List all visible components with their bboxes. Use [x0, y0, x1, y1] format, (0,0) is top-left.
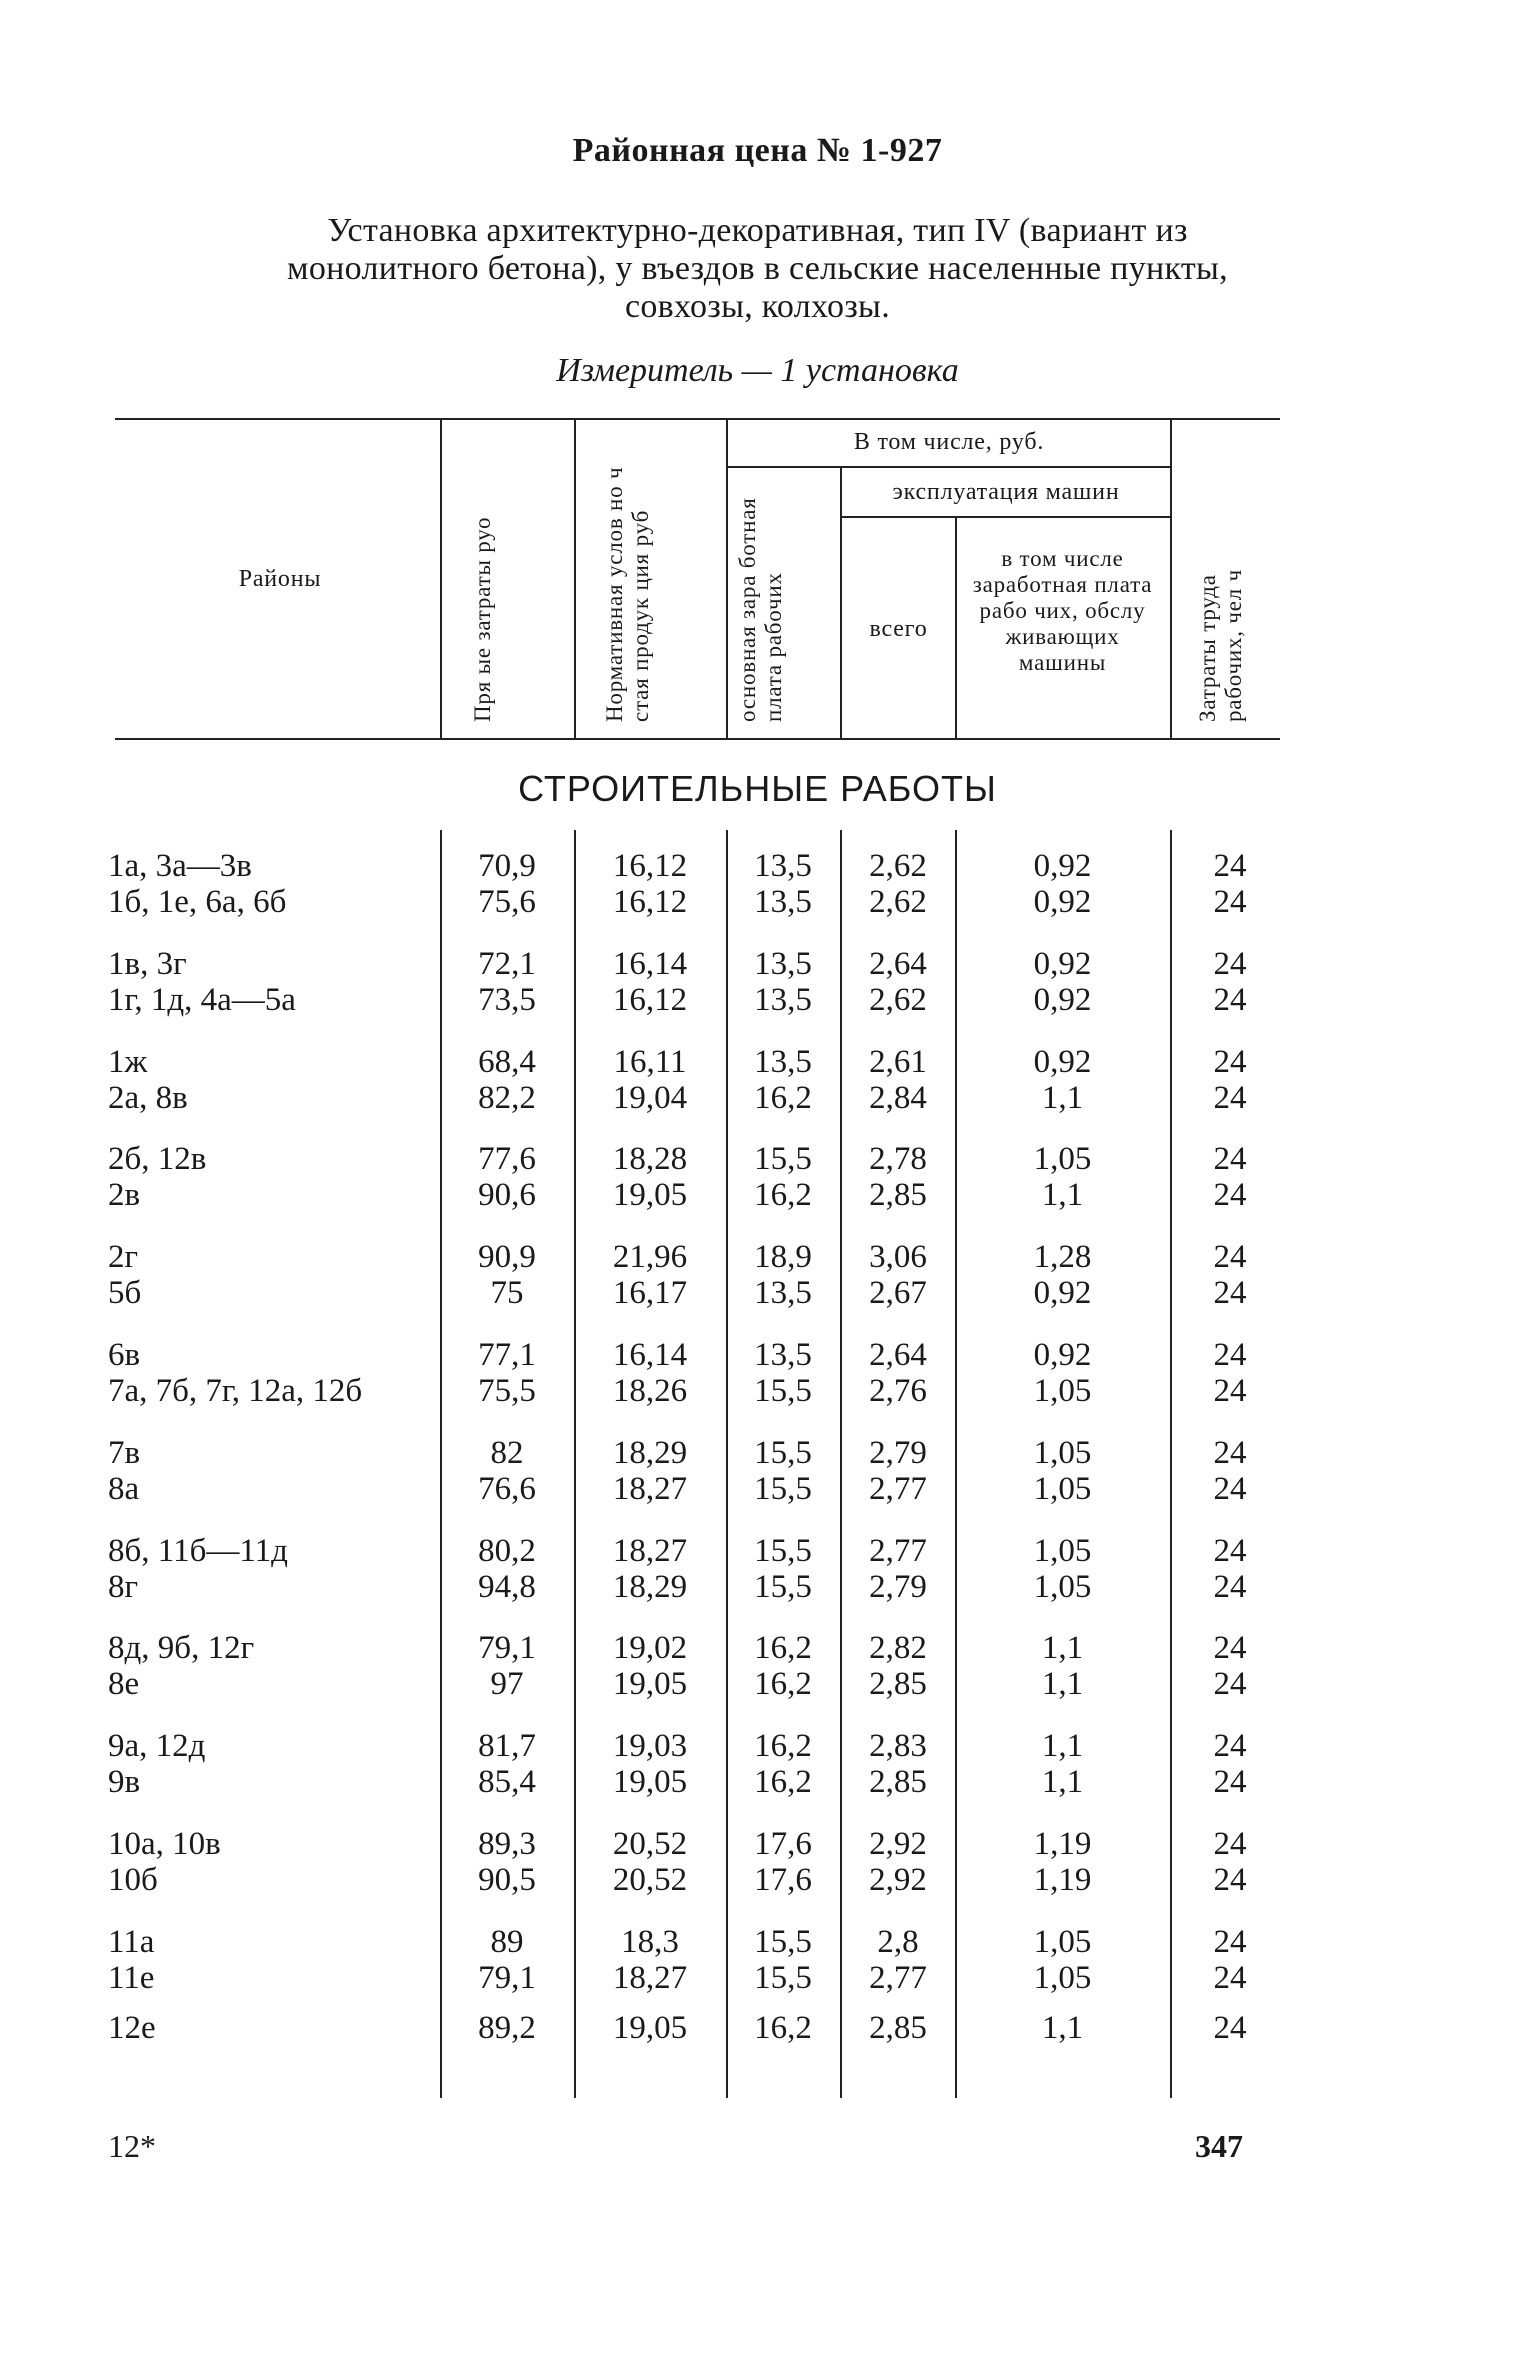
base-wage-cell: 15,5 — [754, 1923, 812, 1960]
direct-cell: 89,2 — [478, 2010, 536, 2046]
including-rule — [728, 466, 1170, 468]
direct-cell: 90,5 — [478, 1862, 536, 1898]
description-line-1: Установка архитектурно-декоративная, тип IV (вариант из — [327, 212, 1188, 249]
direct-cell: 79,1 — [478, 1630, 536, 1667]
normative-cell: 19,03 — [612, 1728, 688, 1765]
total-cell: 2,79 — [869, 1434, 927, 1471]
machine-wage-cell: 1,28 — [1033, 1239, 1092, 1276]
direct-cell: 94,8 — [478, 1568, 536, 1605]
labor-cell: 24 — [1213, 1434, 1247, 1471]
col-divider-4 — [840, 468, 842, 738]
machine-wage-cell: 1,1 — [1041, 2010, 1084, 2046]
machine-wage-cell: 1,1 — [1041, 1666, 1084, 1703]
base-wage-cell: 17,6 — [754, 1862, 812, 1898]
measure-unit: Измеритель — 1 установка — [556, 352, 959, 389]
region-cell: 11е — [108, 1959, 155, 1996]
normative-cell: 16,17 — [612, 1275, 688, 1312]
region-cell: 8б, 11б—11д — [108, 1532, 288, 1569]
header-base-wage: основная зара ботная плата рабочих — [735, 497, 786, 722]
region-cell: 2в — [108, 1177, 141, 1214]
machine-wage-cell: 0,92 — [1033, 1043, 1092, 1080]
base-wage-cell: 16,2 — [754, 2010, 812, 2046]
normative-cell: 18,26 — [612, 1373, 688, 1409]
direct-cell: 82,2 — [478, 1079, 536, 1116]
body-col-divider-3 — [726, 830, 728, 2098]
base-wage-cell: 16,2 — [754, 1630, 812, 1667]
machine-wage-cell: 0,92 — [1033, 1337, 1092, 1373]
machine-wage-cell: 1,1 — [1041, 1630, 1084, 1667]
labor-cell: 24 — [1213, 1177, 1247, 1214]
total-cell: 3,06 — [869, 1239, 927, 1276]
direct-cell: 75,5 — [478, 1373, 536, 1409]
machine-wage-cell: 0,92 — [1033, 981, 1092, 1018]
region-cell: 1б, 1е, 6а, 6б — [108, 884, 287, 920]
base-wage-cell: 16,2 — [754, 1079, 812, 1116]
base-wage-cell: 15,5 — [754, 1141, 812, 1178]
labor-cell: 24 — [1213, 2010, 1247, 2046]
total-cell: 2,77 — [869, 1532, 927, 1569]
base-wage-cell: 15,5 — [754, 1959, 812, 1996]
labor-cell: 24 — [1213, 1079, 1247, 1116]
section-title: СТРОИТЕЛЬНЫЕ РАБОТЫ — [518, 768, 997, 809]
description-line-3: совхозы, колхозы. — [624, 288, 890, 325]
total-cell: 2,77 — [869, 1959, 927, 1996]
page-number: 347 — [1195, 2128, 1243, 2164]
header-machine-wage: в том числе заработная плата рабо чих, обслу живающих машины — [972, 546, 1153, 675]
normative-cell: 20,52 — [612, 1862, 688, 1898]
region-cell: 10а, 10в — [108, 1826, 221, 1862]
total-cell: 2,92 — [869, 1862, 927, 1898]
header-normative: Нормативная услов но ч стая продук ция руб — [602, 466, 653, 722]
normative-cell: 19,04 — [612, 1079, 688, 1116]
labor-cell: 24 — [1213, 1239, 1247, 1276]
col-divider-2 — [574, 420, 576, 738]
base-wage-cell: 18,9 — [754, 1239, 812, 1276]
machine-wage-cell: 1,1 — [1041, 1177, 1084, 1214]
normative-cell: 16,12 — [612, 884, 688, 920]
region-cell: 2б, 12в — [108, 1141, 207, 1178]
direct-cell: 85,4 — [478, 1764, 536, 1801]
normative-cell: 18,3 — [621, 1923, 679, 1960]
normative-cell: 19,05 — [612, 1764, 688, 1801]
region-cell: 1а, 3а—3в — [108, 848, 252, 884]
machine-wage-cell: 0,92 — [1033, 848, 1092, 884]
direct-cell: 68,4 — [478, 1043, 536, 1080]
region-cell: 8д, 9б, 12г — [108, 1630, 255, 1667]
direct-cell: 73,5 — [478, 981, 536, 1018]
total-cell: 2,62 — [869, 981, 927, 1018]
direct-cell: 97 — [490, 1666, 524, 1703]
total-cell: 2,62 — [869, 848, 927, 884]
total-cell: 2,85 — [869, 1666, 927, 1703]
direct-cell: 80,2 — [478, 1532, 536, 1569]
base-wage-cell: 15,5 — [754, 1434, 812, 1471]
total-cell: 2,76 — [869, 1373, 927, 1409]
labor-cell: 24 — [1213, 1959, 1247, 1996]
total-cell: 2,77 — [869, 1470, 927, 1507]
base-wage-cell: 17,6 — [754, 1826, 812, 1862]
normative-cell: 18,27 — [612, 1532, 688, 1569]
total-cell: 2,85 — [869, 2010, 927, 2046]
machine-wage-cell: 1,1 — [1041, 1764, 1084, 1801]
machine-wage-cell: 1,05 — [1033, 1373, 1092, 1409]
normative-cell: 16,12 — [612, 848, 688, 884]
normative-cell: 18,28 — [612, 1141, 688, 1178]
base-wage-cell: 15,5 — [754, 1373, 812, 1409]
total-cell: 2,62 — [869, 884, 927, 920]
machine-wage-cell: 1,1 — [1041, 1079, 1084, 1116]
labor-cell: 24 — [1213, 884, 1247, 920]
direct-cell: 72,1 — [478, 945, 536, 982]
labor-cell: 24 — [1213, 1141, 1247, 1178]
machine-wage-cell: 1,05 — [1033, 1470, 1092, 1507]
total-cell: 2,79 — [869, 1568, 927, 1605]
normative-cell: 20,52 — [612, 1826, 688, 1862]
base-wage-cell: 13,5 — [754, 1043, 812, 1080]
header-including: В том числе, руб. — [853, 429, 1045, 455]
labor-cell: 24 — [1213, 1470, 1247, 1507]
labor-cell: 24 — [1213, 1532, 1247, 1569]
machine-wage-cell: 1,1 — [1041, 1728, 1084, 1765]
direct-cell: 76,6 — [478, 1470, 536, 1507]
region-cell: 8а — [108, 1470, 140, 1507]
region-cell: 6в — [108, 1337, 141, 1373]
header-total: всего — [869, 616, 928, 642]
region-cell: 8г — [108, 1568, 139, 1605]
body-col-divider-1 — [440, 830, 442, 2098]
base-wage-cell: 13,5 — [754, 848, 812, 884]
table-top-rule — [115, 418, 1280, 420]
labor-cell: 24 — [1213, 1862, 1247, 1898]
labor-cell: 24 — [1213, 1043, 1247, 1080]
total-cell: 2,82 — [869, 1630, 927, 1667]
body-col-divider-5 — [955, 830, 957, 2098]
labor-cell: 24 — [1213, 945, 1247, 982]
region-cell: 2г — [108, 1239, 139, 1276]
labor-cell: 24 — [1213, 1826, 1247, 1862]
total-cell: 2,61 — [869, 1043, 927, 1080]
normative-cell: 19,05 — [612, 1666, 688, 1703]
region-cell: 7в — [108, 1434, 141, 1471]
body-col-divider-4 — [840, 830, 842, 2098]
region-cell: 11а — [108, 1923, 155, 1960]
machine-wage-cell: 1,05 — [1033, 1532, 1092, 1569]
total-cell: 2,92 — [869, 1826, 927, 1862]
normative-cell: 16,14 — [612, 1337, 688, 1373]
region-cell: 7а, 7б, 7г, 12а, 12б — [108, 1373, 363, 1409]
base-wage-cell: 15,5 — [754, 1568, 812, 1605]
footer-signature-mark: 12* — [108, 2128, 156, 2164]
total-cell: 2,64 — [869, 945, 927, 982]
header-machine-ops: эксплуатация машин — [892, 479, 1120, 505]
body-col-divider-6 — [1170, 830, 1172, 2098]
machine-wage-cell: 1,05 — [1033, 1568, 1092, 1605]
total-cell: 2,67 — [869, 1275, 927, 1312]
base-wage-cell: 15,5 — [754, 1470, 812, 1507]
body-col-divider-2 — [574, 830, 576, 2098]
normative-cell: 19,05 — [612, 1177, 688, 1214]
normative-cell: 16,14 — [612, 945, 688, 982]
direct-cell: 77,6 — [478, 1141, 536, 1178]
normative-cell: 19,02 — [612, 1630, 688, 1667]
machine-wage-cell: 1,05 — [1033, 1141, 1092, 1178]
total-cell: 2,64 — [869, 1337, 927, 1373]
base-wage-cell: 16,2 — [754, 1728, 812, 1765]
region-cell: 9в — [108, 1764, 141, 1801]
machine-wage-cell: 1,05 — [1033, 1923, 1092, 1960]
labor-cell: 24 — [1213, 1923, 1247, 1960]
total-cell: 2,85 — [869, 1177, 927, 1214]
labor-cell: 24 — [1213, 1764, 1247, 1801]
direct-cell: 77,1 — [478, 1337, 536, 1373]
region-cell: 2а, 8в — [108, 1079, 188, 1116]
normative-cell: 16,11 — [613, 1043, 687, 1080]
normative-cell: 18,27 — [612, 1470, 688, 1507]
labor-cell: 24 — [1213, 981, 1247, 1018]
base-wage-cell: 15,5 — [754, 1532, 812, 1569]
labor-cell: 24 — [1213, 1373, 1247, 1409]
total-cell: 2,85 — [869, 1764, 927, 1801]
labor-cell: 24 — [1213, 1337, 1247, 1373]
col-divider-5 — [955, 518, 957, 738]
col-divider-6 — [1170, 420, 1172, 738]
header-bottom-rule — [115, 738, 1280, 740]
machine-ops-rule — [842, 516, 1170, 518]
machine-wage-cell: 0,92 — [1033, 884, 1092, 920]
base-wage-cell: 13,5 — [754, 884, 812, 920]
total-cell: 2,84 — [869, 1079, 927, 1116]
direct-cell: 89,3 — [478, 1826, 536, 1862]
direct-cell: 90,6 — [478, 1177, 536, 1214]
region-cell: 10б — [108, 1862, 158, 1898]
col-divider-1 — [440, 420, 442, 738]
base-wage-cell: 16,2 — [754, 1764, 812, 1801]
direct-cell: 75 — [490, 1275, 524, 1312]
direct-cell: 81,7 — [478, 1728, 536, 1765]
region-cell: 1г, 1д, 4а—5а — [108, 981, 296, 1018]
labor-cell: 24 — [1213, 1666, 1247, 1703]
labor-cell: 24 — [1213, 1630, 1247, 1667]
direct-cell: 90,9 — [478, 1239, 536, 1276]
direct-cell: 79,1 — [478, 1959, 536, 1996]
normative-cell: 18,29 — [612, 1434, 688, 1471]
header-regions: Районы — [238, 566, 322, 592]
direct-cell: 70,9 — [478, 848, 536, 884]
region-cell: 8е — [108, 1666, 140, 1703]
header-direct-costs: Пря ые затраты руо — [470, 516, 495, 722]
machine-wage-cell: 1,05 — [1033, 1434, 1092, 1471]
region-cell: 12е — [108, 2010, 156, 2046]
description-line-2: монолитного бетона), у въездов в сельские населенные пункты, — [287, 250, 1228, 287]
machine-wage-cell: 1,05 — [1033, 1959, 1092, 1996]
region-cell: 1ж — [108, 1043, 148, 1080]
region-cell: 1в, 3г — [108, 945, 187, 982]
machine-wage-cell: 0,92 — [1033, 1275, 1092, 1312]
total-cell: 2,83 — [869, 1728, 927, 1765]
region-cell: 9а, 12д — [108, 1728, 206, 1765]
normative-cell: 18,27 — [612, 1959, 688, 1996]
base-wage-cell: 13,5 — [754, 1337, 812, 1373]
base-wage-cell: 13,5 — [754, 981, 812, 1018]
normative-cell: 16,12 — [612, 981, 688, 1018]
page-title: Районная цена № 1-927 — [572, 132, 943, 169]
total-cell: 2,8 — [877, 1923, 919, 1960]
labor-cell: 24 — [1213, 848, 1247, 884]
direct-cell: 89 — [490, 1923, 524, 1960]
machine-wage-cell: 1,19 — [1033, 1862, 1092, 1898]
base-wage-cell: 13,5 — [754, 1275, 812, 1312]
machine-wage-cell: 0,92 — [1033, 945, 1092, 982]
labor-cell: 24 — [1213, 1728, 1247, 1765]
direct-cell: 82 — [490, 1434, 524, 1471]
normative-cell: 18,29 — [612, 1568, 688, 1605]
labor-cell: 24 — [1213, 1568, 1247, 1605]
base-wage-cell: 16,2 — [754, 1177, 812, 1214]
total-cell: 2,78 — [869, 1141, 927, 1178]
labor-cell: 24 — [1213, 1275, 1247, 1312]
region-cell: 5б — [108, 1275, 142, 1312]
base-wage-cell: 16,2 — [754, 1666, 812, 1703]
base-wage-cell: 13,5 — [754, 945, 812, 982]
header-labor: Затраты труда рабочих, чел ч — [1195, 569, 1246, 722]
normative-cell: 19,05 — [612, 2010, 688, 2046]
normative-cell: 21,96 — [612, 1239, 688, 1276]
machine-wage-cell: 1,19 — [1033, 1826, 1092, 1862]
direct-cell: 75,6 — [478, 884, 536, 920]
